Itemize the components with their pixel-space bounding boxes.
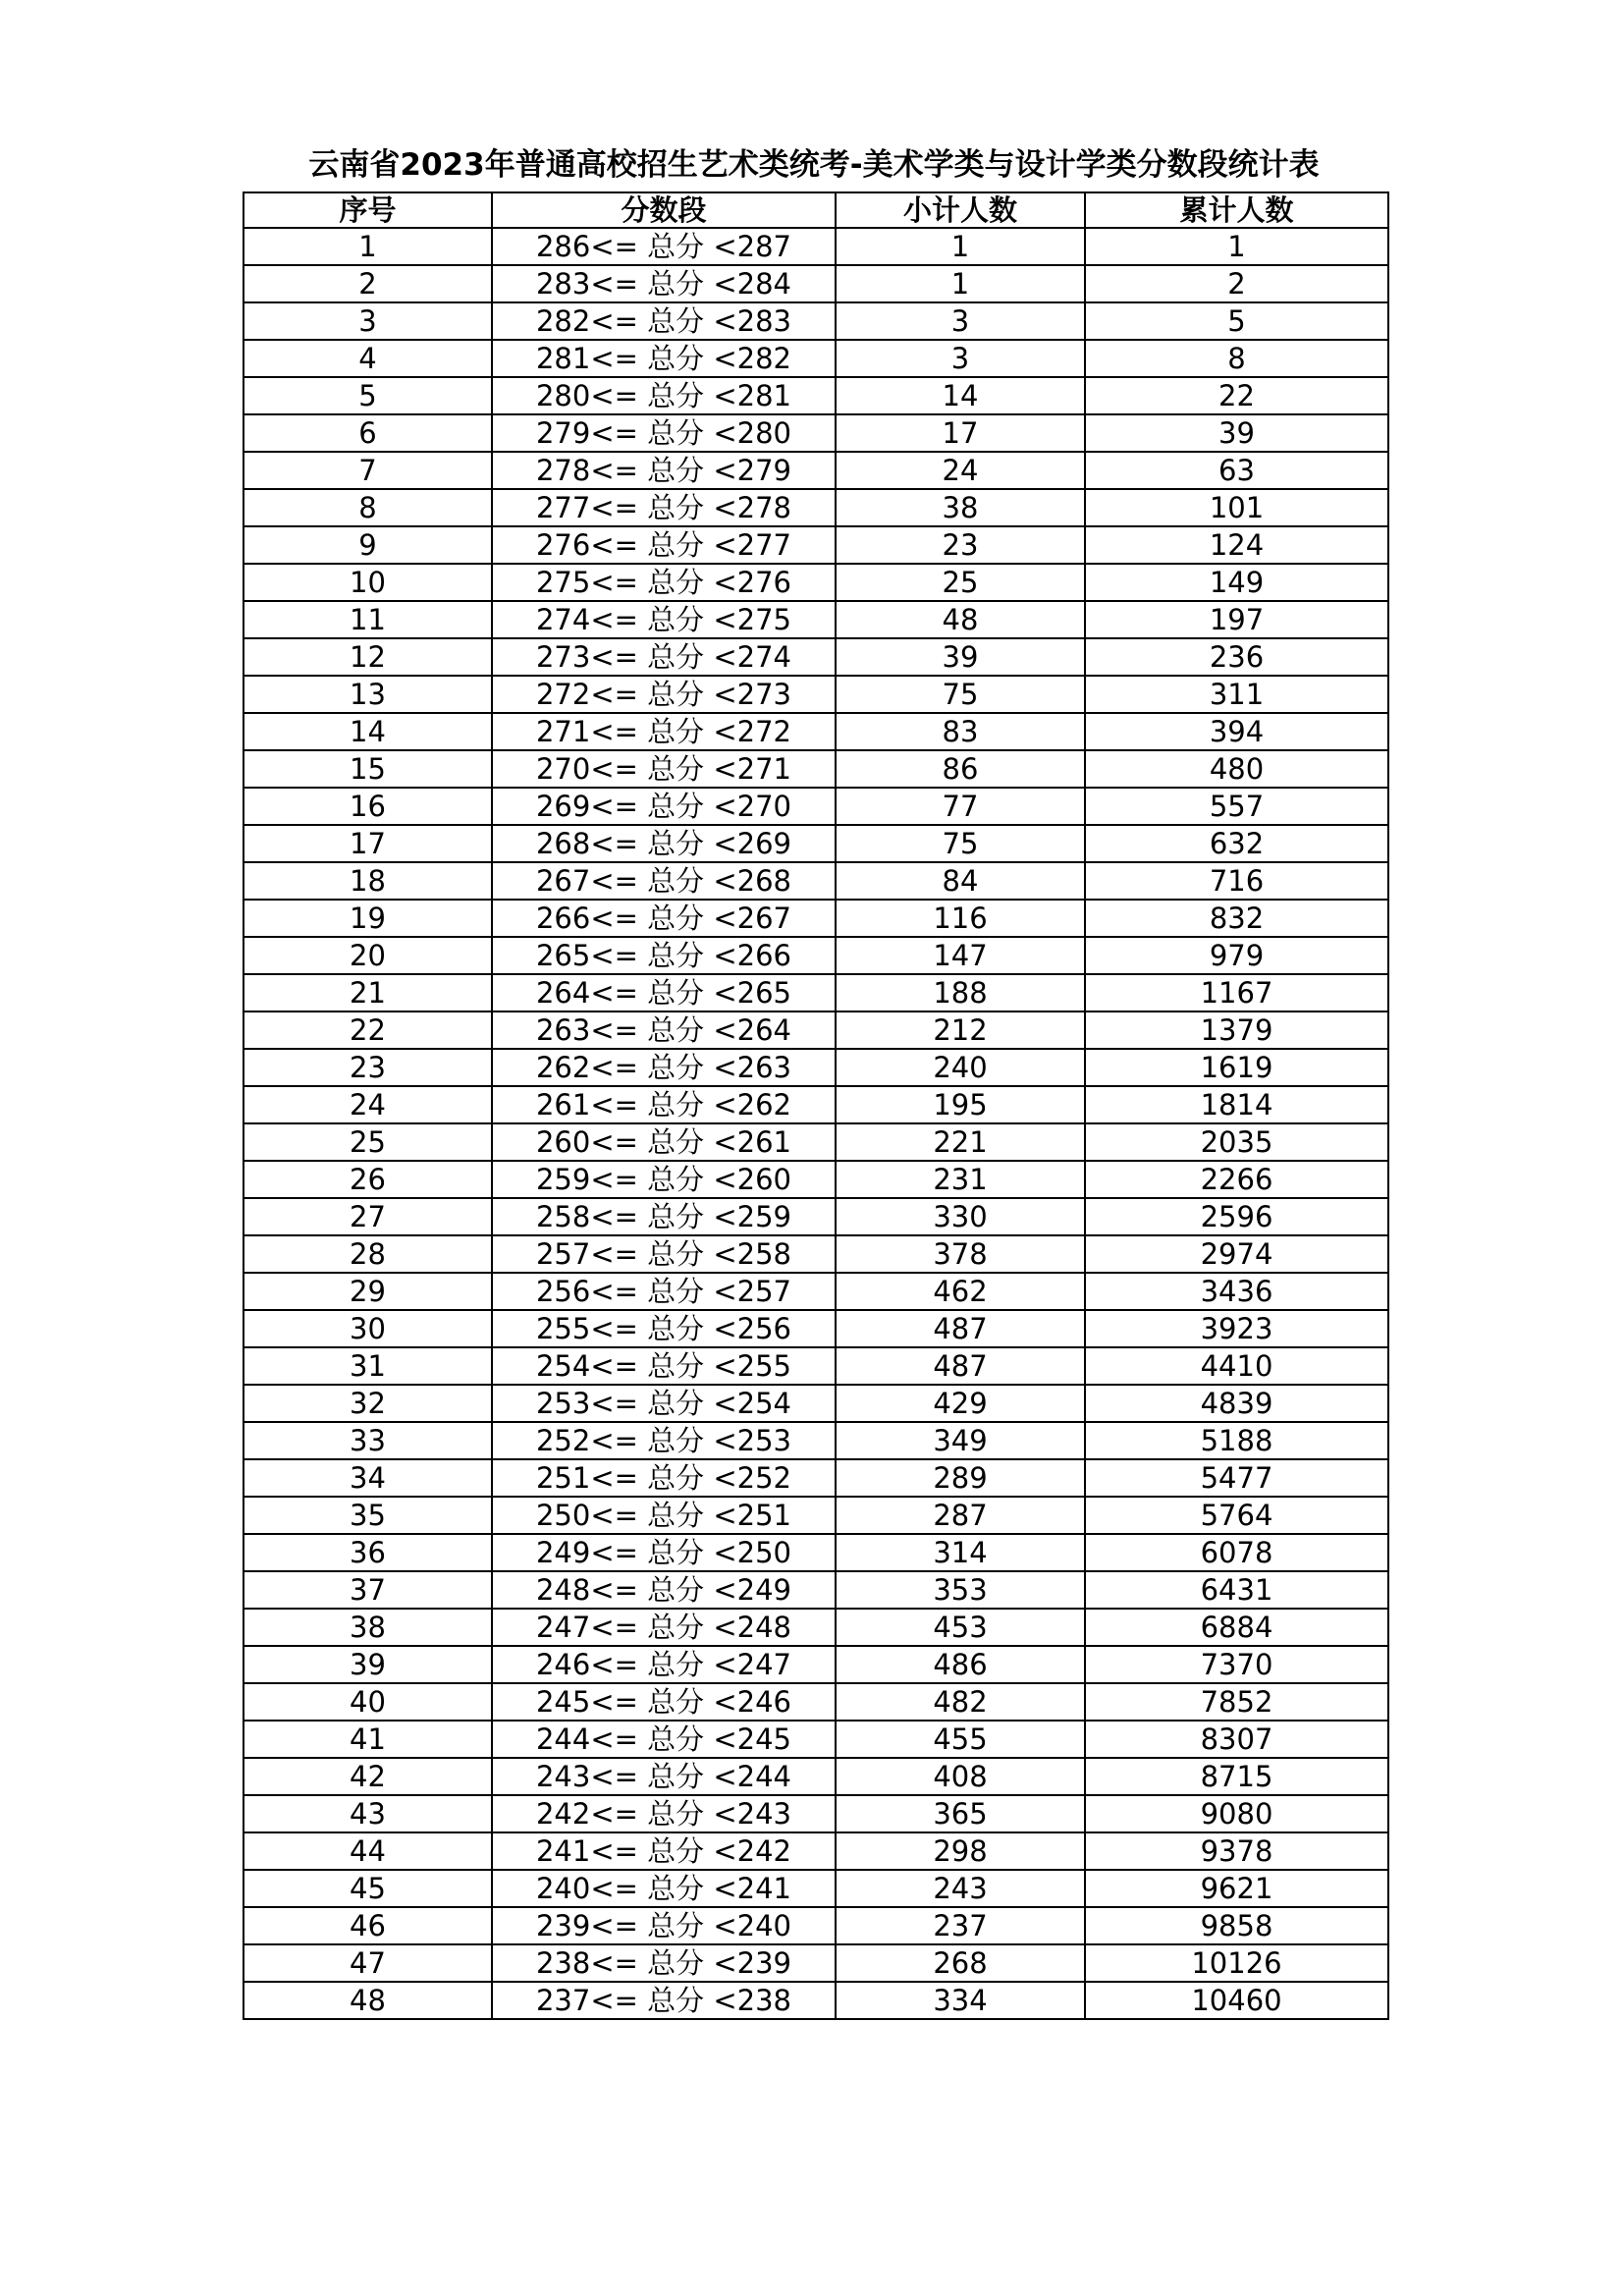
- cell-index: 6: [243, 414, 492, 452]
- cell-subtotal: 116: [836, 900, 1085, 937]
- cell-index: 31: [243, 1347, 492, 1385]
- cell-cumulative: 632: [1085, 825, 1388, 862]
- table-row: [243, 564, 1388, 601]
- cell-index: 32: [243, 1385, 492, 1422]
- cell-index: 34: [243, 1459, 492, 1497]
- cell-cumulative: 2974: [1085, 1235, 1388, 1273]
- cell-index: 17: [243, 825, 492, 862]
- cell-subtotal: 147: [836, 937, 1085, 974]
- cell-score-range: 244<= 总分 <245: [492, 1721, 836, 1758]
- cell-index: 4: [243, 340, 492, 377]
- cell-cumulative: 9080: [1085, 1795, 1388, 1832]
- cell-index: 33: [243, 1422, 492, 1459]
- cell-index: 12: [243, 638, 492, 676]
- cell-cumulative: 39: [1085, 414, 1388, 452]
- cell-score-range: 245<= 总分 <246: [492, 1683, 836, 1721]
- cell-cumulative: 22: [1085, 377, 1388, 414]
- cell-score-range: 269<= 总分 <270: [492, 788, 836, 825]
- cell-subtotal: 75: [836, 676, 1085, 713]
- table-row: [243, 1758, 1388, 1795]
- cell-subtotal: 287: [836, 1497, 1085, 1534]
- table-row: [243, 1646, 1388, 1683]
- cell-score-range: 278<= 总分 <279: [492, 452, 836, 489]
- cell-cumulative: 2596: [1085, 1198, 1388, 1235]
- cell-cumulative: 4839: [1085, 1385, 1388, 1422]
- table-row: [243, 1235, 1388, 1273]
- cell-score-range: 248<= 总分 <249: [492, 1571, 836, 1609]
- cell-index: 20: [243, 937, 492, 974]
- cell-score-range: 266<= 总分 <267: [492, 900, 836, 937]
- table-row: [243, 1161, 1388, 1198]
- cell-score-range: 260<= 总分 <261: [492, 1123, 836, 1161]
- cell-subtotal: 237: [836, 1907, 1085, 1944]
- cell-cumulative: 149: [1085, 564, 1388, 601]
- cell-cumulative: 5: [1085, 302, 1388, 340]
- cell-subtotal: 83: [836, 713, 1085, 750]
- table-row: [243, 900, 1388, 937]
- cell-cumulative: 311: [1085, 676, 1388, 713]
- cell-score-range: 276<= 总分 <277: [492, 526, 836, 564]
- table-row: [243, 1609, 1388, 1646]
- cell-cumulative: 101: [1085, 489, 1388, 526]
- cell-cumulative: 6884: [1085, 1609, 1388, 1646]
- cell-subtotal: 23: [836, 526, 1085, 564]
- document-title: 云南省2023年普通高校招生艺术类统考-美术学类与设计学类分数段统计表: [308, 147, 1320, 183]
- cell-score-range: 272<= 总分 <273: [492, 676, 836, 713]
- cell-cumulative: 2035: [1085, 1123, 1388, 1161]
- table-row: [243, 489, 1388, 526]
- cell-score-range: 256<= 总分 <257: [492, 1273, 836, 1310]
- cell-cumulative: 6078: [1085, 1534, 1388, 1571]
- cell-subtotal: 298: [836, 1832, 1085, 1870]
- cell-cumulative: 8715: [1085, 1758, 1388, 1795]
- cell-score-range: 257<= 总分 <258: [492, 1235, 836, 1273]
- cell-index: 10: [243, 564, 492, 601]
- cell-cumulative: 480: [1085, 750, 1388, 788]
- cell-subtotal: 349: [836, 1422, 1085, 1459]
- cell-cumulative: 2: [1085, 265, 1388, 302]
- cell-score-range: 255<= 总分 <256: [492, 1310, 836, 1347]
- cell-score-range: 271<= 总分 <272: [492, 713, 836, 750]
- column-header-subtotal: 小计人数: [836, 192, 1085, 228]
- table-row: [243, 1907, 1388, 1944]
- cell-index: 25: [243, 1123, 492, 1161]
- cell-index: 37: [243, 1571, 492, 1609]
- cell-index: 1: [243, 228, 492, 265]
- cell-score-range: 262<= 总分 <263: [492, 1049, 836, 1086]
- cell-cumulative: 9378: [1085, 1832, 1388, 1870]
- cell-subtotal: 48: [836, 601, 1085, 638]
- table-row: [243, 750, 1388, 788]
- table-row: [243, 713, 1388, 750]
- cell-score-range: 253<= 总分 <254: [492, 1385, 836, 1422]
- table-row: [243, 825, 1388, 862]
- cell-subtotal: 487: [836, 1347, 1085, 1385]
- cell-cumulative: 3923: [1085, 1310, 1388, 1347]
- cell-score-range: 250<= 总分 <251: [492, 1497, 836, 1534]
- table-row: [243, 1198, 1388, 1235]
- cell-cumulative: 7370: [1085, 1646, 1388, 1683]
- table-row: [243, 974, 1388, 1011]
- table-row: [243, 676, 1388, 713]
- cell-index: 45: [243, 1870, 492, 1907]
- cell-cumulative: 394: [1085, 713, 1388, 750]
- cell-cumulative: 8: [1085, 340, 1388, 377]
- cell-subtotal: 231: [836, 1161, 1085, 1198]
- cell-cumulative: 6431: [1085, 1571, 1388, 1609]
- table-row: [243, 1385, 1388, 1422]
- cell-subtotal: 195: [836, 1086, 1085, 1123]
- cell-index: 35: [243, 1497, 492, 1534]
- cell-cumulative: 1619: [1085, 1049, 1388, 1086]
- cell-score-range: 251<= 总分 <252: [492, 1459, 836, 1497]
- cell-score-range: 268<= 总分 <269: [492, 825, 836, 862]
- cell-score-range: 243<= 总分 <244: [492, 1758, 836, 1795]
- cell-score-range: 273<= 总分 <274: [492, 638, 836, 676]
- cell-cumulative: 236: [1085, 638, 1388, 676]
- cell-score-range: 238<= 总分 <239: [492, 1944, 836, 1982]
- cell-score-range: 277<= 总分 <278: [492, 489, 836, 526]
- table-row: [243, 862, 1388, 900]
- table-row: [243, 1347, 1388, 1385]
- cell-subtotal: 24: [836, 452, 1085, 489]
- cell-index: 43: [243, 1795, 492, 1832]
- cell-index: 40: [243, 1683, 492, 1721]
- cell-index: 16: [243, 788, 492, 825]
- cell-cumulative: 557: [1085, 788, 1388, 825]
- cell-cumulative: 716: [1085, 862, 1388, 900]
- cell-subtotal: 1: [836, 228, 1085, 265]
- cell-subtotal: 17: [836, 414, 1085, 452]
- cell-score-range: 240<= 总分 <241: [492, 1870, 836, 1907]
- cell-subtotal: 3: [836, 302, 1085, 340]
- cell-subtotal: 221: [836, 1123, 1085, 1161]
- cell-index: 44: [243, 1832, 492, 1870]
- cell-subtotal: 14: [836, 377, 1085, 414]
- cell-index: 24: [243, 1086, 492, 1123]
- cell-subtotal: 1: [836, 265, 1085, 302]
- cell-score-range: 274<= 总分 <275: [492, 601, 836, 638]
- cell-cumulative: 63: [1085, 452, 1388, 489]
- cell-score-range: 237<= 总分 <238: [492, 1982, 836, 2019]
- cell-index: 13: [243, 676, 492, 713]
- cell-subtotal: 314: [836, 1534, 1085, 1571]
- table-row: [243, 1571, 1388, 1609]
- cell-subtotal: 365: [836, 1795, 1085, 1832]
- cell-subtotal: 84: [836, 862, 1085, 900]
- cell-subtotal: 39: [836, 638, 1085, 676]
- cell-index: 48: [243, 1982, 492, 2019]
- cell-subtotal: 75: [836, 825, 1085, 862]
- cell-score-range: 249<= 总分 <250: [492, 1534, 836, 1571]
- cell-score-range: 279<= 总分 <280: [492, 414, 836, 452]
- cell-cumulative: 7852: [1085, 1683, 1388, 1721]
- cell-subtotal: 25: [836, 564, 1085, 601]
- cell-cumulative: 4410: [1085, 1347, 1388, 1385]
- table-row: [243, 1422, 1388, 1459]
- cell-cumulative: 9858: [1085, 1907, 1388, 1944]
- cell-subtotal: 455: [836, 1721, 1085, 1758]
- cell-subtotal: 334: [836, 1982, 1085, 2019]
- cell-score-range: 247<= 总分 <248: [492, 1609, 836, 1646]
- cell-subtotal: 429: [836, 1385, 1085, 1422]
- cell-score-range: 254<= 总分 <255: [492, 1347, 836, 1385]
- cell-cumulative: 2266: [1085, 1161, 1388, 1198]
- table-row: [243, 302, 1388, 340]
- cell-cumulative: 5764: [1085, 1497, 1388, 1534]
- table-row: [243, 1011, 1388, 1049]
- cell-subtotal: 3: [836, 340, 1085, 377]
- table-row: [243, 1049, 1388, 1086]
- table-row: [243, 1944, 1388, 1982]
- cell-cumulative: 10460: [1085, 1982, 1388, 2019]
- table-row: [243, 1459, 1388, 1497]
- table-row: [243, 1086, 1388, 1123]
- table-row: [243, 1534, 1388, 1571]
- cell-cumulative: 979: [1085, 937, 1388, 974]
- table-row: [243, 452, 1388, 489]
- cell-cumulative: 5477: [1085, 1459, 1388, 1497]
- cell-index: 8: [243, 489, 492, 526]
- table-row: [243, 1832, 1388, 1870]
- table-row: [243, 414, 1388, 452]
- cell-score-range: 252<= 总分 <253: [492, 1422, 836, 1459]
- table-row: [243, 1683, 1388, 1721]
- cell-subtotal: 330: [836, 1198, 1085, 1235]
- table-row: [243, 340, 1388, 377]
- cell-subtotal: 462: [836, 1273, 1085, 1310]
- table-row: [243, 526, 1388, 564]
- cell-index: 46: [243, 1907, 492, 1944]
- table-row: [243, 377, 1388, 414]
- cell-score-range: 241<= 总分 <242: [492, 1832, 836, 1870]
- cell-cumulative: 832: [1085, 900, 1388, 937]
- cell-subtotal: 212: [836, 1011, 1085, 1049]
- cell-index: 5: [243, 377, 492, 414]
- cell-index: 2: [243, 265, 492, 302]
- cell-subtotal: 486: [836, 1646, 1085, 1683]
- cell-score-range: 242<= 总分 <243: [492, 1795, 836, 1832]
- cell-subtotal: 77: [836, 788, 1085, 825]
- table-row: [243, 937, 1388, 974]
- cell-index: 39: [243, 1646, 492, 1683]
- column-header-index: 序号: [243, 192, 492, 228]
- cell-subtotal: 188: [836, 974, 1085, 1011]
- cell-index: 41: [243, 1721, 492, 1758]
- table-header-row: [243, 192, 1388, 228]
- cell-score-range: 264<= 总分 <265: [492, 974, 836, 1011]
- cell-index: 7: [243, 452, 492, 489]
- cell-score-range: 281<= 总分 <282: [492, 340, 836, 377]
- cell-subtotal: 482: [836, 1683, 1085, 1721]
- cell-score-range: 275<= 总分 <276: [492, 564, 836, 601]
- table-row: [243, 1795, 1388, 1832]
- cell-cumulative: 8307: [1085, 1721, 1388, 1758]
- cell-index: 9: [243, 526, 492, 564]
- cell-cumulative: 124: [1085, 526, 1388, 564]
- table-row: [243, 1273, 1388, 1310]
- cell-cumulative: 197: [1085, 601, 1388, 638]
- cell-index: 30: [243, 1310, 492, 1347]
- cell-score-range: 265<= 总分 <266: [492, 937, 836, 974]
- cell-index: 36: [243, 1534, 492, 1571]
- cell-score-range: 239<= 总分 <240: [492, 1907, 836, 1944]
- cell-subtotal: 86: [836, 750, 1085, 788]
- table-row: [243, 1982, 1388, 2019]
- cell-subtotal: 487: [836, 1310, 1085, 1347]
- cell-index: 38: [243, 1609, 492, 1646]
- cell-subtotal: 453: [836, 1609, 1085, 1646]
- cell-index: 14: [243, 713, 492, 750]
- cell-index: 18: [243, 862, 492, 900]
- cell-score-range: 270<= 总分 <271: [492, 750, 836, 788]
- cell-score-range: 246<= 总分 <247: [492, 1646, 836, 1683]
- cell-score-range: 286<= 总分 <287: [492, 228, 836, 265]
- cell-index: 42: [243, 1758, 492, 1795]
- cell-cumulative: 5188: [1085, 1422, 1388, 1459]
- cell-subtotal: 240: [836, 1049, 1085, 1086]
- table-row: [243, 1870, 1388, 1907]
- cell-score-range: 263<= 总分 <264: [492, 1011, 836, 1049]
- cell-index: 47: [243, 1944, 492, 1982]
- cell-score-range: 261<= 总分 <262: [492, 1086, 836, 1123]
- column-header-score-range: 分数段: [492, 192, 836, 228]
- cell-index: 28: [243, 1235, 492, 1273]
- cell-index: 11: [243, 601, 492, 638]
- cell-index: 26: [243, 1161, 492, 1198]
- cell-subtotal: 268: [836, 1944, 1085, 1982]
- cell-cumulative: 9621: [1085, 1870, 1388, 1907]
- cell-subtotal: 289: [836, 1459, 1085, 1497]
- cell-cumulative: 3436: [1085, 1273, 1388, 1310]
- cell-subtotal: 243: [836, 1870, 1085, 1907]
- cell-score-range: 283<= 总分 <284: [492, 265, 836, 302]
- cell-score-range: 258<= 总分 <259: [492, 1198, 836, 1235]
- table-body: [243, 228, 1388, 2019]
- cell-cumulative: 10126: [1085, 1944, 1388, 1982]
- cell-index: 3: [243, 302, 492, 340]
- cell-score-range: 282<= 总分 <283: [492, 302, 836, 340]
- table-row: [243, 601, 1388, 638]
- cell-score-range: 280<= 总分 <281: [492, 377, 836, 414]
- cell-cumulative: 1379: [1085, 1011, 1388, 1049]
- table-row: [243, 1310, 1388, 1347]
- table-row: [243, 1497, 1388, 1534]
- table-row: [243, 638, 1388, 676]
- cell-subtotal: 38: [836, 489, 1085, 526]
- cell-cumulative: 1167: [1085, 974, 1388, 1011]
- table-row: [243, 788, 1388, 825]
- cell-subtotal: 408: [836, 1758, 1085, 1795]
- column-header-cumulative: 累计人数: [1085, 192, 1388, 228]
- cell-cumulative: 1814: [1085, 1086, 1388, 1123]
- cell-score-range: 259<= 总分 <260: [492, 1161, 836, 1198]
- table-row: [243, 228, 1388, 265]
- cell-score-range: 267<= 总分 <268: [492, 862, 836, 900]
- table-row: [243, 1123, 1388, 1161]
- table-row: [243, 1721, 1388, 1758]
- cell-subtotal: 378: [836, 1235, 1085, 1273]
- cell-index: 15: [243, 750, 492, 788]
- cell-index: 19: [243, 900, 492, 937]
- cell-index: 22: [243, 1011, 492, 1049]
- score-distribution-table: [243, 191, 1389, 2020]
- cell-index: 21: [243, 974, 492, 1011]
- cell-cumulative: 1: [1085, 228, 1388, 265]
- cell-index: 29: [243, 1273, 492, 1310]
- cell-subtotal: 353: [836, 1571, 1085, 1609]
- cell-index: 23: [243, 1049, 492, 1086]
- table-row: [243, 265, 1388, 302]
- cell-index: 27: [243, 1198, 492, 1235]
